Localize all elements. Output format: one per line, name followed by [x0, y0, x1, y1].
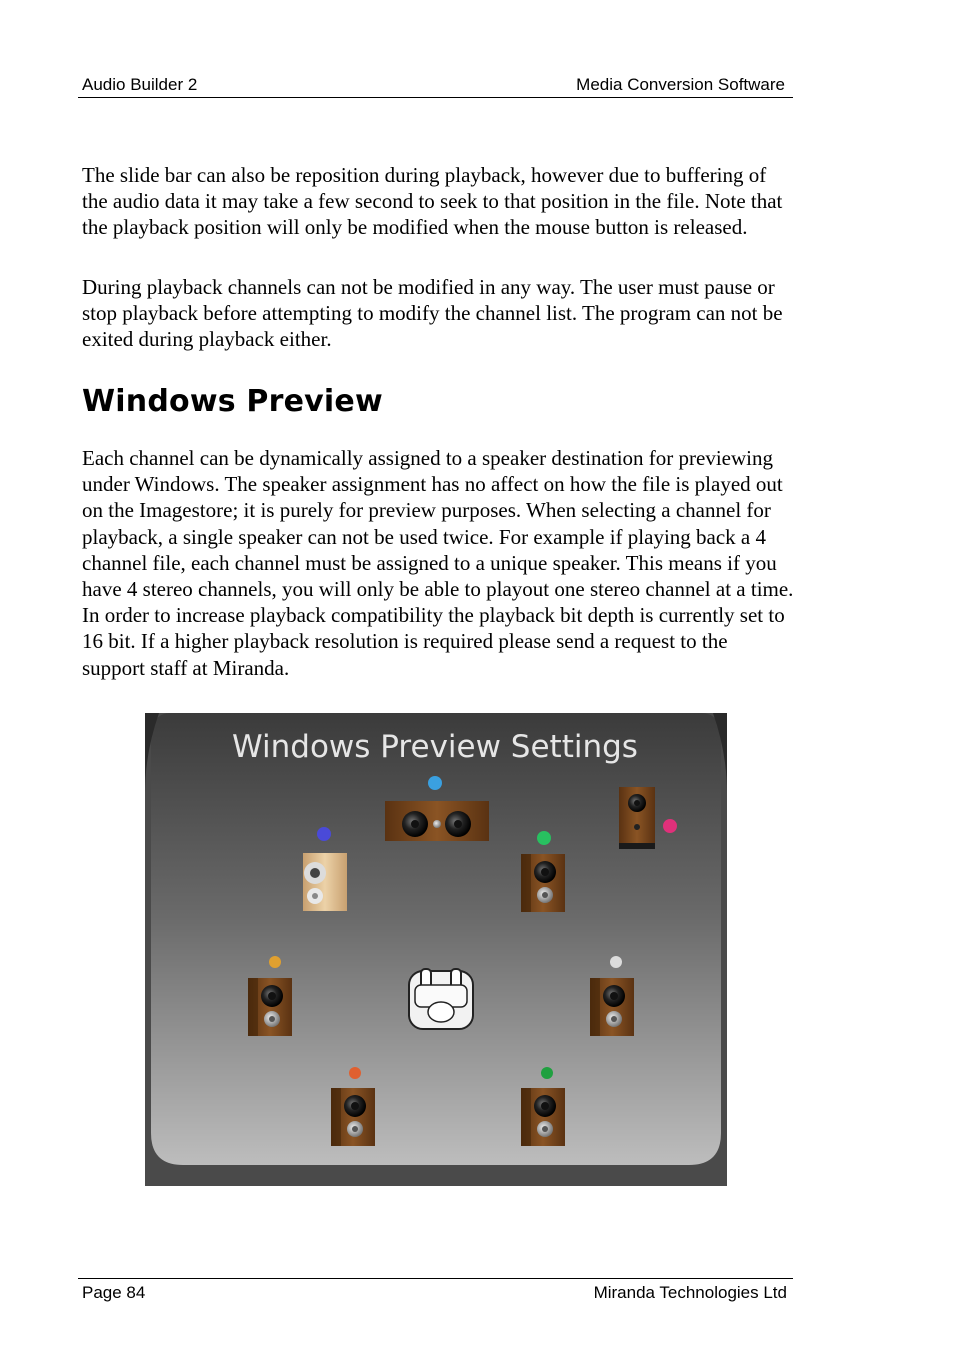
page-header — [78, 74, 793, 98]
front-right-indicator-icon — [537, 831, 551, 845]
footer-company: Miranda Technologies Ltd — [593, 1283, 787, 1302]
side-right-speaker[interactable] — [590, 978, 634, 1036]
subwoofer-indicator-icon — [663, 819, 677, 833]
front-left-speaker[interactable] — [303, 853, 347, 911]
front-left-indicator-icon — [317, 827, 331, 841]
screenshot-title: Windows Preview Settings — [232, 729, 638, 765]
rear-left-indicator-icon — [349, 1067, 361, 1079]
rear-right-indicator-icon — [541, 1067, 553, 1079]
speaker-layout-figure — [145, 713, 727, 1186]
windows-preview-settings-screenshot — [145, 713, 727, 1186]
center-indicator-icon — [428, 776, 442, 790]
side-left-indicator-icon — [269, 956, 281, 968]
listener-chair-icon — [409, 969, 473, 1029]
rear-left-speaker[interactable] — [331, 1088, 375, 1146]
side-left-speaker[interactable] — [248, 978, 292, 1036]
section-title: Windows Preview — [82, 384, 383, 419]
page-number: Page 84 — [82, 1283, 146, 1302]
side-right-indicator-icon — [610, 956, 622, 968]
paragraph-preview: Each channel can be dynamically assigned to a speaker destination for previewing under Windows. The speaker assignment has no affect on how the file is played out on the Imagestore; it is purely for preview purposes. When selecting a channel for playback, a single speaker can not be used twice. For example if playing back a 4 channel file, each channel must be assigned to a unique speaker. This means if you have 4 stereo channels, you will only be able to playout one stereo channel at a time. In order to increase playback compatibility the playback bit depth is currently set to 16 bit. If a higher playback resolution is required please send a request to the support staff at Miranda. — [82, 446, 794, 680]
header-left: Audio Builder 2 — [82, 75, 198, 94]
rear-right-speaker[interactable] — [521, 1088, 565, 1146]
page-footer — [78, 1278, 793, 1305]
subwoofer-speaker[interactable] — [619, 787, 655, 849]
header-right: Media Conversion Software — [576, 75, 785, 94]
paragraph-seek: The slide bar can also be reposition during playback, however due to buffering of the audio data it may take a few second to seek to that position in the file. Note that the playback position will only be modified when the mouse button is released. — [82, 163, 783, 240]
front-right-speaker[interactable] — [521, 854, 565, 912]
paragraph-playback-lock: During playback channels can not be modified in any way. The user must pause or stop playback before attempting to modify the channel list. The program can not be exited during playback either. — [82, 275, 783, 352]
center-speaker[interactable] — [385, 801, 489, 841]
